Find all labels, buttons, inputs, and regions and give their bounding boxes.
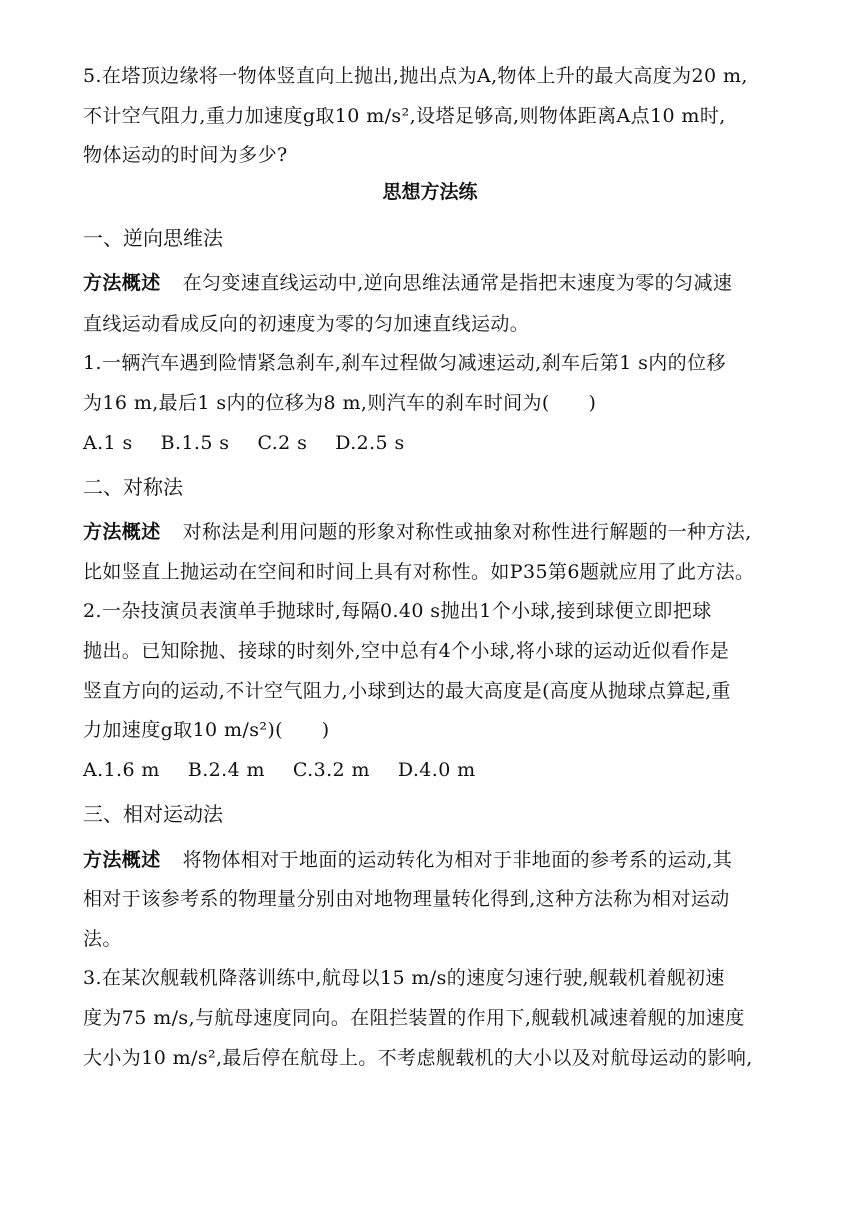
page-title: 思想方法练	[382, 181, 478, 203]
overview-line: 法。	[83, 928, 122, 950]
question-1-options	[83, 428, 433, 458]
option-b: B.1.5 s	[160, 432, 230, 454]
option-d: D.2.5 s	[335, 432, 405, 454]
overview-text: 在匀变速直线运动中,逆向思维法通常是指把末速度为零的匀减速	[182, 272, 733, 294]
question-3-line: 3.在某次舰载机降落训练中,航母以15 m/s的速度匀速行驶,舰载机着舰初速	[83, 967, 725, 989]
overview-text: 对称法是利用问题的形象对称性或抽象对称性进行解题的一种方法,	[182, 521, 752, 543]
overview-line	[83, 845, 732, 875]
question-2-line: 2.一杂技演员表演单手抛球时,每隔0.40 s抛出1个小球,接到球便立即把球	[83, 600, 712, 622]
q5-line-3: 物体运动的时间为多少?	[83, 144, 288, 166]
option-a: A.1 s	[83, 432, 133, 454]
question-1-line: 1.一辆汽车遇到险情紧急刹车,刹车过程做匀减速运动,刹车后第1 s内的位移	[83, 352, 726, 374]
option-c: C.2 s	[257, 432, 308, 454]
overview-line: 直线运动看成反向的初速度为零的匀加速直线运动。	[83, 313, 530, 335]
option-c: C.3.2 m	[292, 759, 370, 781]
question-2-line: 竖直方向的运动,不计空气阻力,小球到达的最大高度是(高度从抛球点算起,重	[83, 680, 731, 702]
overview-line	[83, 268, 732, 298]
option-d: D.4.0 m	[397, 759, 476, 781]
option-b: B.2.4 m	[187, 759, 265, 781]
q5-line-2: 不计空气阻力,重力加速度g取10 m/s²,设塔足够高,则物体距离A点10 m时,	[83, 105, 726, 127]
overview-text: 将物体相对于地面的运动转化为相对于非地面的参考系的运动,其	[182, 849, 733, 871]
question-2-line: 抛出。已知除抛、接球的时刻外,空中总有4个小球,将小球的运动近似看作是	[83, 640, 730, 662]
method-overview-tag: 方法概述	[83, 521, 161, 543]
overview-line: 相对于该参考系的物理量分别由对地物理量转化得到,这种方法称为相对运动	[83, 888, 730, 910]
method-overview-tag: 方法概述	[83, 272, 161, 294]
section-heading-symmetry: 二、对称法	[83, 475, 183, 499]
overview-line	[83, 517, 752, 547]
question-3-line: 度为75 m/s,与航母速度同向。在阻拦装置的作用下,舰载机减速着舰的加速度	[83, 1007, 745, 1029]
question-2-line: 力加速度g取10 m/s²)( )	[83, 719, 330, 741]
section-heading-relative-motion: 三、相对运动法	[83, 802, 223, 826]
method-overview-tag: 方法概述	[83, 849, 161, 871]
q5-line-1: 5.在塔顶边缘将一物体竖直向上抛出,抛出点为A,物体上升的最大高度为20 m,	[83, 65, 748, 87]
option-a: A.1.6 m	[83, 759, 160, 781]
question-1-line: 为16 m,最后1 s内的位移为8 m,则汽车的刹车时间为( )	[83, 392, 597, 414]
question-2-options	[83, 755, 504, 785]
section-heading-reverse-thinking: 一、逆向思维法	[83, 226, 223, 250]
overview-line: 比如竖直上抛运动在空间和时间上具有对称性。如P35第6题就应用了此方法。	[83, 561, 755, 583]
question-3-line: 大小为10 m/s²,最后停在航母上。不考虑舰载机的大小以及对航母运动的影响,	[83, 1047, 753, 1069]
